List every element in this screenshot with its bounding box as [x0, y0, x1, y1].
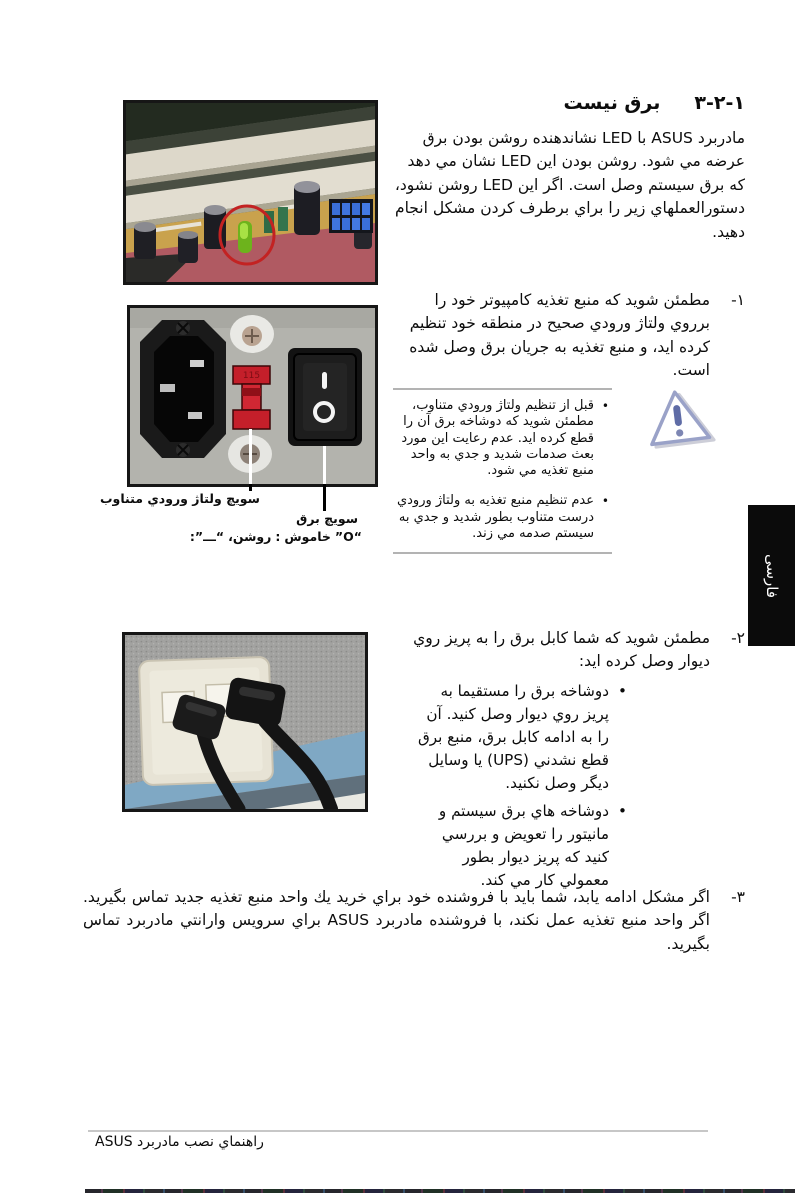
step-2-bullets — [415, 680, 627, 892]
step-number: ٣- — [731, 888, 745, 906]
legend-colon: : — [275, 529, 281, 544]
legend-off-word: خاموش — [284, 529, 331, 544]
section-heading — [563, 92, 745, 114]
section-title: برق نيست — [563, 92, 661, 114]
motherboard-led-photo — [123, 100, 378, 285]
power-led — [238, 221, 252, 253]
intro-paragraph: مادربرد ASUS با LED نشاندهنده روشن بودن برق عرضه مي شود. روشن بودن اين LED نشان مي دهد که برق سيستم وصل است. اگر اين LED روشن نشود، دستورالعملهاي زير را براي برطرف کردن مشکل انجام دهيد. — [394, 129, 745, 241]
screw-hole-top — [230, 315, 274, 353]
callout-line-voltage-ext — [249, 484, 252, 491]
warning-bullet: • عدم تنظيم منبع تغذيه به ولتاژ ورودي درست متناوب بطور شديد و جدي به سيستم صدمه مي زند. — [396, 493, 609, 542]
legend-off-symbol: “O” — [334, 529, 362, 544]
ac-inlet — [140, 320, 226, 458]
power-switch-legend — [190, 529, 362, 544]
scan-artifact-strip — [85, 1189, 795, 1193]
voltage-marking: 115 — [242, 371, 261, 381]
step-2 — [397, 627, 745, 674]
bullet-item: • دوشاخه هاي برق سيستم و مانيتور را تعويض و بررسي کنيد که پريز ديوار بطور معمولي کار مي کند. — [415, 800, 627, 892]
voltage-switch-label: سويچ ولتاژ ورودي متناوب — [100, 491, 260, 506]
power-rocker-switch — [288, 348, 362, 446]
power-switch-label: سويچ برق — [296, 511, 358, 526]
legend-on-word: روشن، — [228, 529, 272, 544]
language-tab — [748, 505, 795, 646]
bullet-dot: • — [601, 399, 609, 413]
power-supply-illustration — [130, 308, 375, 484]
step-text: مطمئن شويد که منبع تغذيه کامپيوتر خود را برروي ولتاژ ورودي صحيح در منطقه خود تنظيم کرده ايد، و منبع تغذيه به جريان برق وصل شده است. — [409, 291, 710, 380]
wall-outlet-photo — [122, 632, 368, 812]
wall-outlet-illustration — [125, 635, 365, 809]
step-number: ٢- — [731, 629, 745, 647]
callout-line-power-ext — [323, 484, 326, 511]
step-number: ١- — [731, 291, 745, 309]
bullet-item: • دوشاخه برق را مستقيما به پريز روي ديوار وصل کنيد. آن را به ادامه کابل برق، منبع برق قطع نشدني (UPS) يا وسايل ديگر وصل نکنيد. — [415, 680, 627, 795]
step-text: اگر مشکل ادامه يابد، شما بايد با فروشنده خود براي خريد يك واحد منبع تغذيه جديد تماس بگيريد. اگر واحد منبع تغذيه عمل نکند، با فروشنده مادربرد ASUS براي سرويس وارانتي مادربرد تماس بگيريد. — [83, 888, 710, 953]
bullet-dot: • — [601, 494, 609, 509]
power-supply-photo — [127, 305, 378, 487]
rocker-on-mark — [322, 372, 327, 389]
section-number: ١-٢-٣ — [694, 92, 745, 114]
step-text: مطمئن شويد که شما کابل برق را به پريز روي ديوار وصل کرده ايد: — [413, 629, 710, 671]
motherboard-led-illustration — [126, 103, 375, 282]
language-tab-label: فارسی — [762, 553, 781, 598]
callout-line-voltage — [249, 429, 252, 484]
callout-line-power — [323, 446, 326, 484]
jumper-pins — [329, 199, 373, 233]
step-1 — [397, 289, 745, 383]
step-3 — [83, 886, 745, 956]
footer-title: راهنماي نصب مادربرد ASUS — [95, 1134, 264, 1150]
warning-bullet: • قبل از تنظيم ولتاژ ورودي متناوب، مطمئن شويد که دوشاخه برق آن را قطع کرده ايد. عدم رعايت اين مورد بعث صدمات شديد و جدي به واحد منبع تغذيه مي شود. — [401, 398, 609, 479]
bullet-dot: • — [618, 802, 627, 820]
warning-note — [393, 388, 612, 554]
legend-on-symbol: “ـــ”: — [189, 529, 225, 544]
warning-icon — [638, 386, 720, 452]
bullet-dot: • — [618, 682, 627, 700]
footer-divider — [88, 1130, 708, 1132]
